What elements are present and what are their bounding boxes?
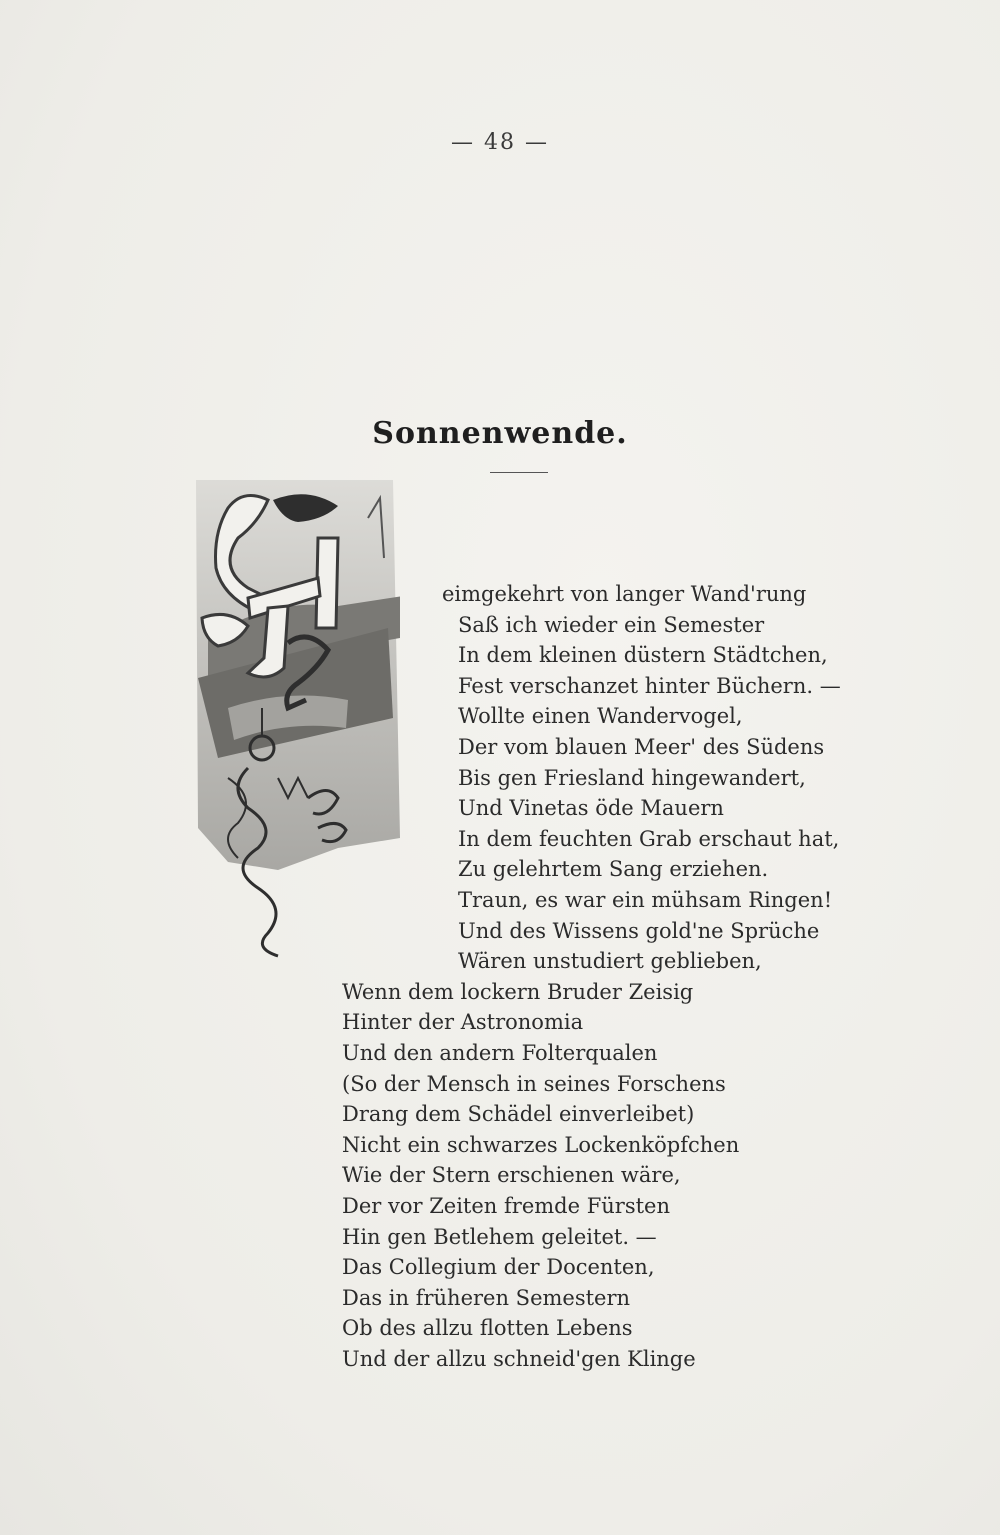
poem-line: Wären unstudiert geblieben, [458, 949, 762, 974]
poem-line: Und Vinetas öde Mauern [458, 796, 724, 821]
initial-letter-illustration [188, 478, 400, 958]
poem-line: Und des Wissens gold'ne Sprüche [458, 918, 820, 943]
poem-line: Ob des allzu flotten Lebens [342, 1316, 633, 1341]
poem-line: Das in früheren Semestern [342, 1285, 631, 1310]
poem-line: Und den andern Folterqualen [342, 1041, 658, 1065]
poem-line: Und der allzu schneid'gen Klinge [342, 1347, 696, 1371]
title-divider [490, 472, 548, 473]
poem-line: eimgekehrt von langer Wand'rung [442, 582, 807, 606]
poem-line: Wie der Stern erschienen wäre, [342, 1163, 681, 1188]
page-number: — 48 — [451, 130, 549, 155]
poem-line: Hin gen Betlehem geleitet. — [342, 1224, 657, 1249]
poem-line: Das Collegium der Docenten, [342, 1255, 655, 1280]
poem-line: Drang dem Schädel einverleibet) [342, 1102, 695, 1127]
poem-line: Wenn dem lockern Bruder Zeisig [342, 979, 694, 1004]
poem-line: Fest verschanzet hinter Büchern. — [458, 673, 841, 698]
poem-line: In dem kleinen düstern Städtchen, [458, 643, 828, 668]
poem-line: Zu gelehrtem Sang erziehen. [458, 857, 769, 882]
poem-line: Traun, es war ein mühsam Ringen! [458, 888, 833, 912]
poem-line: In dem feuchten Grab erschaut hat, [458, 826, 840, 851]
poem-line: Nicht ein schwarzes Lockenköpfchen [342, 1132, 740, 1157]
poem-line: Der vor Zeiten fremde Fürsten [342, 1194, 671, 1218]
poem-line: Hinter der Astronomia [342, 1010, 584, 1035]
poem-line: Der vom blauen Meer' des Südens [458, 735, 825, 759]
poem-line: Wollte einen Wandervogel, [458, 704, 743, 729]
poem-line: Saß ich wieder ein Semester [458, 612, 765, 637]
poem-line: (So der Mensch in seines Forschens [342, 1071, 726, 1096]
poem-title: Sonnenwende. [372, 416, 628, 451]
poem-line: Bis gen Friesland hingewandert, [458, 765, 806, 790]
